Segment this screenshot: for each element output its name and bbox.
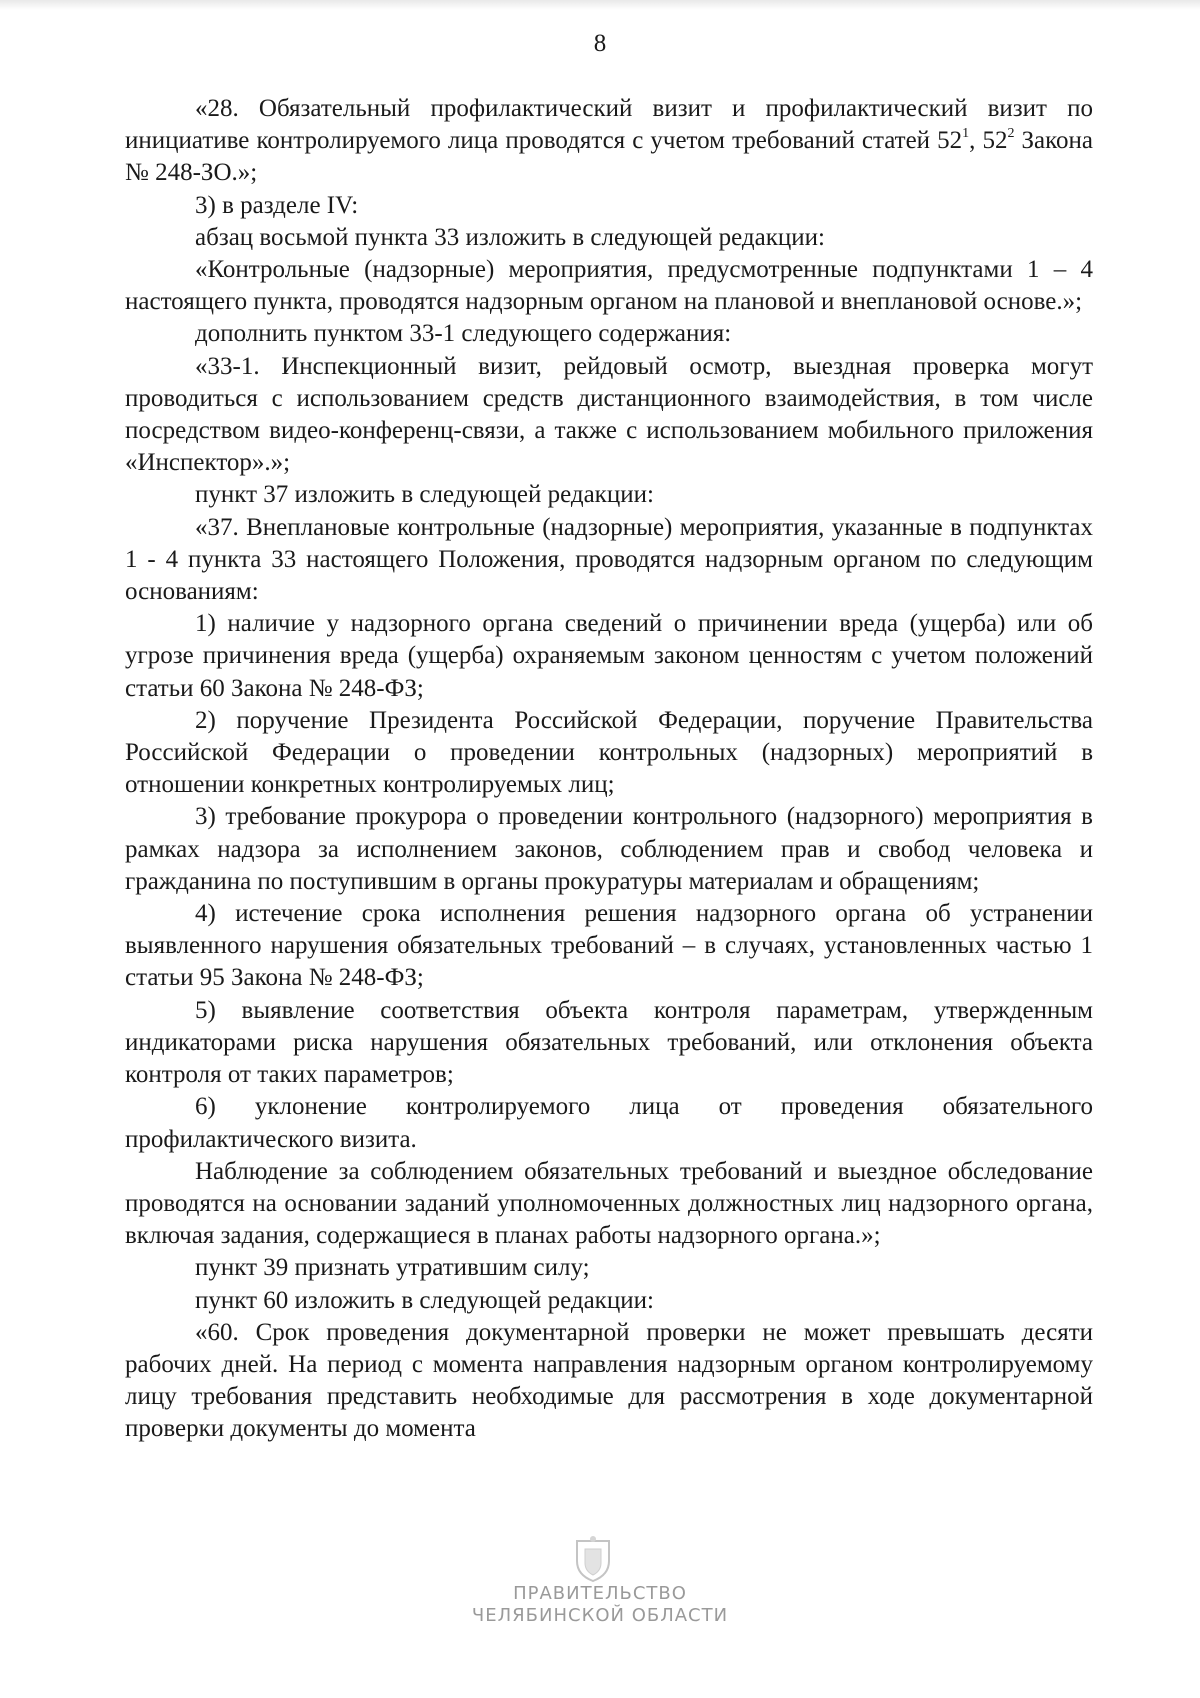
paragraph: абзац восьмой пункта 33 изложить в следующей редакции:: [195, 223, 825, 251]
superscript-1: 1: [962, 125, 970, 141]
paragraph: 5) выявление соответствия объекта контроля параметрам, утвержденным индикаторами риска нарушения обязательных требований, или отклонения объекта контроля от таких параметров;: [125, 996, 1093, 1089]
paragraph: 1) наличие у надзорного органа сведений о причинении вреда (ущерба) или об угрозе причинения вреда (ущерба) охраняемым законом ценностям с учетом положений статьи 60 Закона № 248-ФЗ;: [125, 610, 1093, 702]
paragraph-28: «28. Обязательный профилактический визит и профилактический визит по инициативе контролируемого лица проводятся с учетом требований статей $52^1$, $52^2$ Закона № 248-ЗО.»;: [125, 95, 1094, 187]
page-number: 8: [593, 30, 607, 57]
stamp-line-1: ПРАВИТЕЛЬСТВО: [513, 1583, 687, 1604]
paragraph: 2) поручение Президента Российской Федерации, поручение Правительства Российской Федерации о проведении контрольных (надзорных) мероприятий в отношении конкретных контролируемых лиц;: [125, 706, 1093, 799]
paragraph: «33-1. Инспекционный визит, рейдовый осмотр, выездная проверка могут проводиться с использованием средств дистанционного взаимодействия, в том числе посредством видео-конференц-связи, а также с использованием мобильного приложения «Инспектор».»;: [125, 352, 1093, 477]
superscript-2: 2: [1007, 125, 1015, 141]
paragraph: дополнить пунктом 33-1 следующего содержания:: [195, 320, 732, 348]
paragraph: «37. Внеплановые контрольные (надзорные) мероприятия, указанные в подпунктах 1 - 4 пункта 33 настоящего Положения, проводятся надзорным органом по следующим основаниям:: [125, 513, 1093, 606]
document-body: [125, 93, 1093, 1446]
paragraph: 4) истечение срока исполнения решения надзорного органа об устранении выявленного нарушения обязательных требований – в случаях, установленных частью 1 статьи 95 Закона № 248-ФЗ;: [125, 900, 1093, 992]
paragraph: 3) в разделе IV:: [195, 191, 359, 219]
paragraph: пункт 60 изложить в следующей редакции:: [195, 1286, 654, 1314]
paragraph: пункт 39 признать утратившим силу;: [195, 1254, 590, 1282]
stamp-line-2: ЧЕЛЯБИНСКОЙ ОБЛАСТИ: [471, 1605, 729, 1626]
paragraph: «Контрольные (надзорные) мероприятия, предусмотренные подпунктами 1 – 4 настоящего пункта, проводятся надзорным органом на плановой и внеплановой основе.»;: [125, 256, 1093, 316]
paragraph: 3) требование прокурора о проведении контрольного (надзорного) мероприятия в рамках надзора за исполнением законов, соблюдением прав и свобод человека и гражданина по поступившим в органы прокуратуры материалам и обращениям;: [125, 803, 1093, 895]
paragraph: «60. Срок проведения документарной проверки не может превышать десяти рабочих дней. На период с момента направления надзорным органом контролируемому лицу требования представить необходимые для рассмотрения в ходе документарной проверки документы до момента: [125, 1318, 1093, 1443]
scan-edge: [0, 0, 1200, 10]
paragraph: пункт 37 изложить в следующей редакции:: [195, 481, 654, 509]
paragraph: 6) уклонение контролируемого лица от проведения обязательного профилактического визита.: [125, 1093, 1093, 1153]
coat-of-arms-watermark: [573, 1535, 613, 1583]
paragraph: Наблюдение за соблюдением обязательных требований и выездное обследование проводятся на основании заданий уполномоченных должностных лиц надзорного органа, включая задания, содержащиеся в планах работы надзорного органа.»;: [125, 1157, 1093, 1250]
government-stamp: [0, 1583, 1200, 1627]
